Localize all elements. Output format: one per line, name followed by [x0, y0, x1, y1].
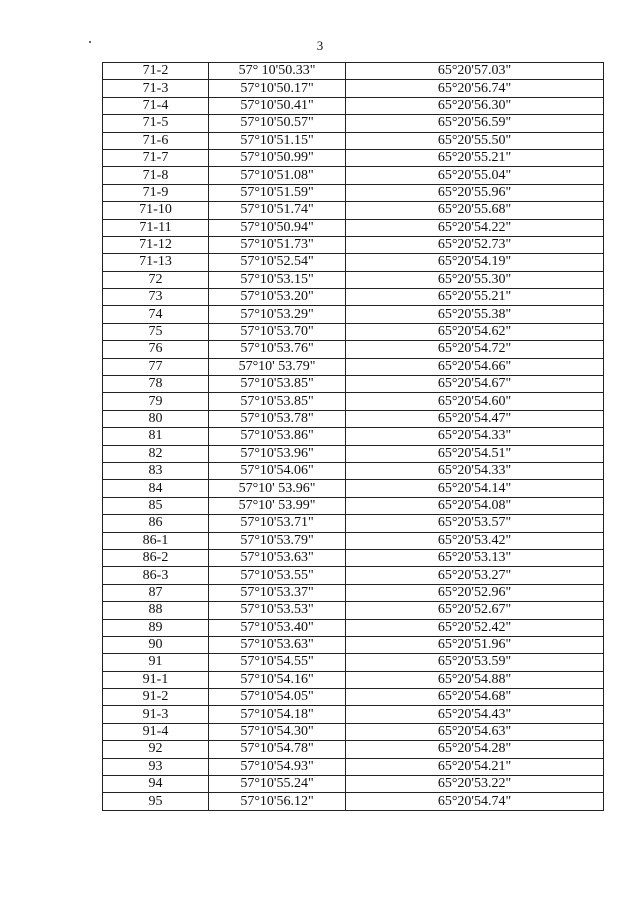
latitude-cell: 57°10'54.06"	[209, 462, 346, 479]
longitude-cell: 65°20'53.13"	[346, 549, 604, 566]
point-id-cell: 71-4	[103, 97, 209, 114]
latitude-cell: 57°10'53.15"	[209, 271, 346, 288]
latitude-cell: 57°10'50.41"	[209, 97, 346, 114]
point-id-cell: 71-7	[103, 149, 209, 166]
table-row	[103, 462, 604, 479]
point-id-cell: 80	[103, 410, 209, 427]
latitude-cell: 57°10'51.74"	[209, 202, 346, 219]
point-id-cell: 90	[103, 636, 209, 653]
longitude-cell: 65°20'52.96"	[346, 584, 604, 601]
scan-speck	[89, 41, 91, 43]
table-row	[103, 271, 604, 288]
longitude-cell: 65°20'57.03"	[346, 63, 604, 80]
latitude-cell: 57°10'50.94"	[209, 219, 346, 236]
table-row	[103, 671, 604, 688]
point-id-cell: 81	[103, 428, 209, 445]
longitude-cell: 65°20'56.30"	[346, 97, 604, 114]
latitude-cell: 57°10'54.18"	[209, 706, 346, 723]
point-id-cell: 71-10	[103, 202, 209, 219]
point-id-cell: 91-4	[103, 723, 209, 740]
point-id-cell: 71-2	[103, 63, 209, 80]
latitude-cell: 57°10'53.63"	[209, 636, 346, 653]
latitude-cell: 57°10'54.93"	[209, 758, 346, 775]
table-row	[103, 793, 604, 810]
point-id-cell: 95	[103, 793, 209, 810]
longitude-cell: 65°20'55.21"	[346, 149, 604, 166]
latitude-cell: 57°10'53.96"	[209, 445, 346, 462]
latitude-cell: 57°10'53.55"	[209, 567, 346, 584]
latitude-cell: 57°10' 53.96"	[209, 480, 346, 497]
point-id-cell: 77	[103, 358, 209, 375]
longitude-cell: 65°20'54.21"	[346, 758, 604, 775]
longitude-cell: 65°20'54.19"	[346, 254, 604, 271]
longitude-cell: 65°20'55.38"	[346, 306, 604, 323]
longitude-cell: 65°20'54.60"	[346, 393, 604, 410]
latitude-cell: 57°10'51.59"	[209, 184, 346, 201]
point-id-cell: 86-2	[103, 549, 209, 566]
point-id-cell: 71-5	[103, 115, 209, 132]
table-row	[103, 428, 604, 445]
table-row	[103, 393, 604, 410]
longitude-cell: 65°20'54.28"	[346, 741, 604, 758]
point-id-cell: 83	[103, 462, 209, 479]
latitude-cell: 57°10'54.16"	[209, 671, 346, 688]
latitude-cell: 57°10' 53.99"	[209, 497, 346, 514]
table-row	[103, 358, 604, 375]
latitude-cell: 57°10'53.70"	[209, 323, 346, 340]
table-row	[103, 584, 604, 601]
point-id-cell: 91	[103, 654, 209, 671]
longitude-cell: 65°20'52.42"	[346, 619, 604, 636]
table-row	[103, 306, 604, 323]
longitude-cell: 65°20'54.47"	[346, 410, 604, 427]
table-row	[103, 202, 604, 219]
table-row	[103, 636, 604, 653]
table-row	[103, 654, 604, 671]
longitude-cell: 65°20'55.30"	[346, 271, 604, 288]
longitude-cell: 65°20'54.33"	[346, 462, 604, 479]
latitude-cell: 57°10'51.15"	[209, 132, 346, 149]
table-row	[103, 567, 604, 584]
table-row	[103, 184, 604, 201]
point-id-cell: 85	[103, 497, 209, 514]
point-id-cell: 71-8	[103, 167, 209, 184]
point-id-cell: 93	[103, 758, 209, 775]
latitude-cell: 57°10'53.86"	[209, 428, 346, 445]
table-row	[103, 445, 604, 462]
point-id-cell: 74	[103, 306, 209, 323]
table-row	[103, 723, 604, 740]
latitude-cell: 57°10' 53.79"	[209, 358, 346, 375]
longitude-cell: 65°20'56.74"	[346, 80, 604, 97]
latitude-cell: 57°10'53.37"	[209, 584, 346, 601]
longitude-cell: 65°20'53.42"	[346, 532, 604, 549]
point-id-cell: 71-13	[103, 254, 209, 271]
point-id-cell: 79	[103, 393, 209, 410]
point-id-cell: 71-11	[103, 219, 209, 236]
point-id-cell: 82	[103, 445, 209, 462]
point-id-cell: 71-12	[103, 236, 209, 253]
point-id-cell: 71-9	[103, 184, 209, 201]
table-row	[103, 167, 604, 184]
point-id-cell: 94	[103, 776, 209, 793]
table-row	[103, 376, 604, 393]
point-id-cell: 86	[103, 515, 209, 532]
latitude-cell: 57°10'50.57"	[209, 115, 346, 132]
longitude-cell: 65°20'55.04"	[346, 167, 604, 184]
longitude-cell: 65°20'54.66"	[346, 358, 604, 375]
table-row	[103, 497, 604, 514]
longitude-cell: 65°20'54.22"	[346, 219, 604, 236]
table-row	[103, 515, 604, 532]
longitude-cell: 65°20'53.27"	[346, 567, 604, 584]
latitude-cell: 57°10'53.63"	[209, 549, 346, 566]
point-id-cell: 91-2	[103, 689, 209, 706]
table-row	[103, 480, 604, 497]
longitude-cell: 65°20'55.96"	[346, 184, 604, 201]
longitude-cell: 65°20'53.59"	[346, 654, 604, 671]
point-id-cell: 91-3	[103, 706, 209, 723]
longitude-cell: 65°20'53.57"	[346, 515, 604, 532]
point-id-cell: 89	[103, 619, 209, 636]
latitude-cell: 57°10'55.24"	[209, 776, 346, 793]
point-id-cell: 71-6	[103, 132, 209, 149]
point-id-cell: 86-1	[103, 532, 209, 549]
latitude-cell: 57°10'51.08"	[209, 167, 346, 184]
point-id-cell: 73	[103, 289, 209, 306]
longitude-cell: 65°20'52.67"	[346, 602, 604, 619]
latitude-cell: 57°10'53.85"	[209, 393, 346, 410]
longitude-cell: 65°20'54.33"	[346, 428, 604, 445]
latitude-cell: 57° 10'50.33"	[209, 63, 346, 80]
latitude-cell: 57°10'54.55"	[209, 654, 346, 671]
table-row	[103, 549, 604, 566]
longitude-cell: 65°20'54.68"	[346, 689, 604, 706]
table-row	[103, 236, 604, 253]
page-number: 3	[316, 38, 324, 53]
latitude-cell: 57°10'53.78"	[209, 410, 346, 427]
coordinates-table	[102, 62, 604, 811]
longitude-cell: 65°20'54.88"	[346, 671, 604, 688]
longitude-cell: 65°20'54.72"	[346, 341, 604, 358]
longitude-cell: 65°20'54.67"	[346, 376, 604, 393]
point-id-cell: 78	[103, 376, 209, 393]
table-row	[103, 776, 604, 793]
table-row	[103, 115, 604, 132]
latitude-cell: 57°10'54.78"	[209, 741, 346, 758]
latitude-cell: 57°10'53.20"	[209, 289, 346, 306]
table-row	[103, 410, 604, 427]
table-row	[103, 706, 604, 723]
table-row	[103, 80, 604, 97]
table-row	[103, 689, 604, 706]
point-id-cell: 91-1	[103, 671, 209, 688]
latitude-cell: 57°10'50.99"	[209, 149, 346, 166]
table-row	[103, 219, 604, 236]
longitude-cell: 65°20'54.08"	[346, 497, 604, 514]
table-row	[103, 132, 604, 149]
table-row	[103, 758, 604, 775]
table-row	[103, 289, 604, 306]
table-row	[103, 63, 604, 80]
latitude-cell: 57°10'53.79"	[209, 532, 346, 549]
table-row	[103, 741, 604, 758]
point-id-cell: 72	[103, 271, 209, 288]
longitude-cell: 65°20'54.63"	[346, 723, 604, 740]
table-row	[103, 97, 604, 114]
latitude-cell: 57°10'53.29"	[209, 306, 346, 323]
point-id-cell: 87	[103, 584, 209, 601]
latitude-cell: 57°10'50.17"	[209, 80, 346, 97]
longitude-cell: 65°20'54.51"	[346, 445, 604, 462]
longitude-cell: 65°20'53.22"	[346, 776, 604, 793]
longitude-cell: 65°20'55.68"	[346, 202, 604, 219]
latitude-cell: 57°10'52.54"	[209, 254, 346, 271]
point-id-cell: 88	[103, 602, 209, 619]
latitude-cell: 57°10'51.73"	[209, 236, 346, 253]
latitude-cell: 57°10'56.12"	[209, 793, 346, 810]
latitude-cell: 57°10'54.30"	[209, 723, 346, 740]
table-row	[103, 149, 604, 166]
point-id-cell: 76	[103, 341, 209, 358]
longitude-cell: 65°20'56.59"	[346, 115, 604, 132]
longitude-cell: 65°20'55.50"	[346, 132, 604, 149]
point-id-cell: 86-3	[103, 567, 209, 584]
point-id-cell: 84	[103, 480, 209, 497]
point-id-cell: 75	[103, 323, 209, 340]
point-id-cell: 92	[103, 741, 209, 758]
longitude-cell: 65°20'51.96"	[346, 636, 604, 653]
longitude-cell: 65°20'55.21"	[346, 289, 604, 306]
table-row	[103, 602, 604, 619]
latitude-cell: 57°10'53.40"	[209, 619, 346, 636]
latitude-cell: 57°10'53.85"	[209, 376, 346, 393]
table-row	[103, 254, 604, 271]
table-row	[103, 532, 604, 549]
table-row	[103, 323, 604, 340]
longitude-cell: 65°20'54.43"	[346, 706, 604, 723]
longitude-cell: 65°20'54.14"	[346, 480, 604, 497]
latitude-cell: 57°10'53.76"	[209, 341, 346, 358]
table-row	[103, 619, 604, 636]
longitude-cell: 65°20'52.73"	[346, 236, 604, 253]
point-id-cell: 71-3	[103, 80, 209, 97]
latitude-cell: 57°10'54.05"	[209, 689, 346, 706]
latitude-cell: 57°10'53.53"	[209, 602, 346, 619]
longitude-cell: 65°20'54.62"	[346, 323, 604, 340]
latitude-cell: 57°10'53.71"	[209, 515, 346, 532]
table-row	[103, 341, 604, 358]
longitude-cell: 65°20'54.74"	[346, 793, 604, 810]
coordinates-table-body	[103, 63, 604, 811]
